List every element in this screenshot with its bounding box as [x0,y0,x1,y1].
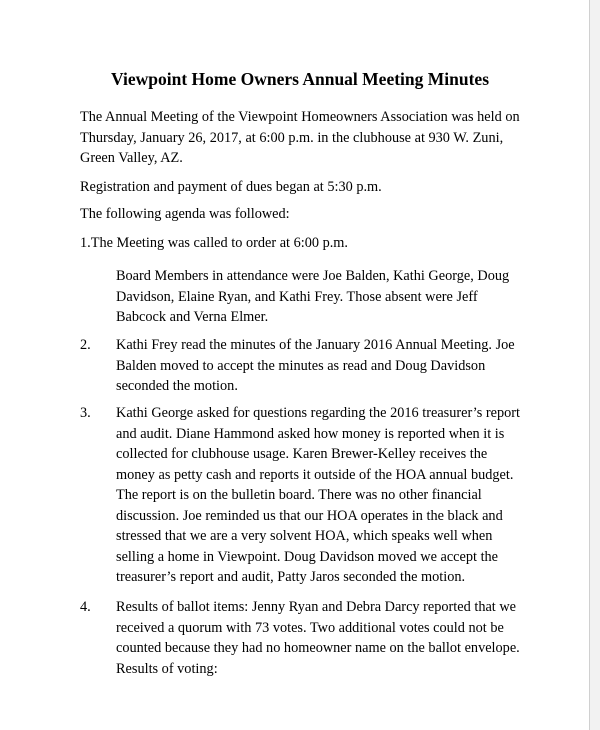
document-title: Viewpoint Home Owners Annual Meeting Minutes [110,69,490,89]
agenda-item-text: Kathi Frey read the minutes of the January 2016 Annual Meeting. Joe Balden moved to accept the minutes as read and Doug Davidson seconded the motion. [116,337,515,394]
intro-paragraph: The Annual Meeting of the Viewpoint Homeowners Association was held on Thursday, January 26, 2017, at 6:00 p.m. in the clubhouse at 930 W. Zuni, Green Valley, AZ. [80,109,520,166]
agenda-item-number: 4. [80,599,91,615]
agenda-item-number: 3. [80,405,91,421]
agenda-intro: The following agenda was followed: [80,206,290,222]
agenda-item-text: Kathi George asked for questions regarding the 2016 treasurer’s report and audit. Diane Hammond asked how money is reported when it is collected for clubhouse usage. Karen Brewer-Kelley receives the money as petty cash and reports it outside of the HOA annual budget. The report is on the bulletin board. There was no other financial discussion. Joe reminded us that our HOA operates in the black and stressed that we are a very solvent HOA, which speaks well when selling a home in Viewpoint. Doug Davidson moved we accept the treasurer’s report and audit, Patty Jaros seconded the motion. [116,405,521,585]
page-gutter [590,0,600,730]
registration-paragraph: Registration and payment of dues began at 5:30 p.m. [80,179,382,195]
agenda-item-number: 2. [80,337,91,353]
agenda-item-1-heading: 1.The Meeting was called to order at 6:00 p.m. [80,235,348,251]
agenda-item-1-detail: Board Members in attendance were Joe Balden, Kathi George, Doug Davidson, Elaine Ryan, and Kathi Frey. Those absent were Jeff Babcock and Verna Elmer. [116,268,510,325]
agenda-item-text: Results of ballot items: Jenny Ryan and Debra Darcy reported that we received a quorum with 73 votes. Two additional votes could not be counted because they had no homeowner name on the ballot envelope. Results of voting: [116,599,520,677]
